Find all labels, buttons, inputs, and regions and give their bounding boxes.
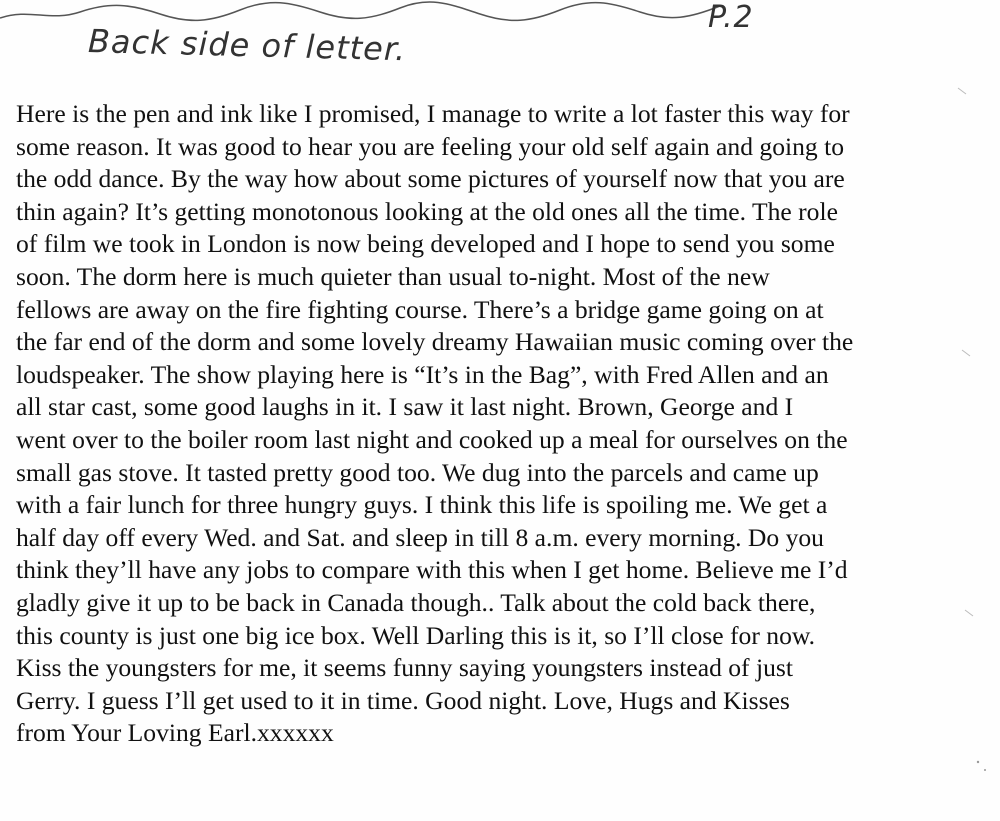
- letter-line: of film we took in London is now being developed and I hope to send you some: [16, 229, 835, 259]
- letter-line: from Your Loving Earl.xxxxxx: [16, 718, 334, 748]
- letter-line: Gerry. I guess I’ll get used to it in time. Good night. Love, Hugs and Kisses: [16, 685, 790, 715]
- letter-line: thin again? It’s getting monotonous looking at the old ones all the time. The role: [16, 196, 838, 226]
- letter-line: loudspeaker. The show playing here is “It’s in the Bag”, with Fred Allen and an: [16, 359, 829, 389]
- letter-line: small gas stove. It tasted pretty good too. We dug into the parcels and came up: [16, 457, 819, 487]
- letter-line: the far end of the dorm and some lovely dreamy Hawaiian music coming over the: [16, 327, 854, 357]
- letter-line: some reason. It was good to hear you are feeling your old self again and going to: [16, 131, 845, 161]
- letter-body: [16, 98, 991, 750]
- handwritten-page-number: P.2: [708, 0, 754, 35]
- letter-line: all star cast, some good laughs in it. I saw it last night. Brown, George and I: [16, 392, 794, 422]
- letter-line: Kiss the youngsters for me, it seems funny saying youngsters instead of just: [16, 653, 793, 683]
- letter-line: soon. The dorm here is much quieter than usual to-night. Most of the new: [16, 261, 770, 291]
- handwritten-note: Back side of letter.: [87, 22, 407, 69]
- letter-line: half day off every Wed. and Sat. and sleep in till 8 a.m. every morning. Do you: [16, 522, 824, 552]
- letter-line: the odd dance. By the way how about some pictures of yourself now that you are: [16, 164, 845, 194]
- letter-line: fellows are away on the fire fighting course. There’s a bridge game going on at: [16, 294, 824, 324]
- letter-line: with a fair lunch for three hungry guys. I think this life is spoiling me. We get a: [16, 490, 828, 520]
- letter-line: went over to the boiler room last night and cooked up a meal for ourselves on the: [16, 424, 848, 454]
- letter-line: think they’ll have any jobs to compare with this when I get home. Believe me I’d: [16, 555, 848, 585]
- letter-line: gladly give it up to be back in Canada though.. Talk about the cold back there,: [16, 587, 816, 617]
- letter-line: Here is the pen and ink like I promised, I manage to write a lot faster this way for: [16, 99, 850, 128]
- letter-line: this county is just one big ice box. Well Darling this is it, so I’ll close for now.: [16, 620, 816, 650]
